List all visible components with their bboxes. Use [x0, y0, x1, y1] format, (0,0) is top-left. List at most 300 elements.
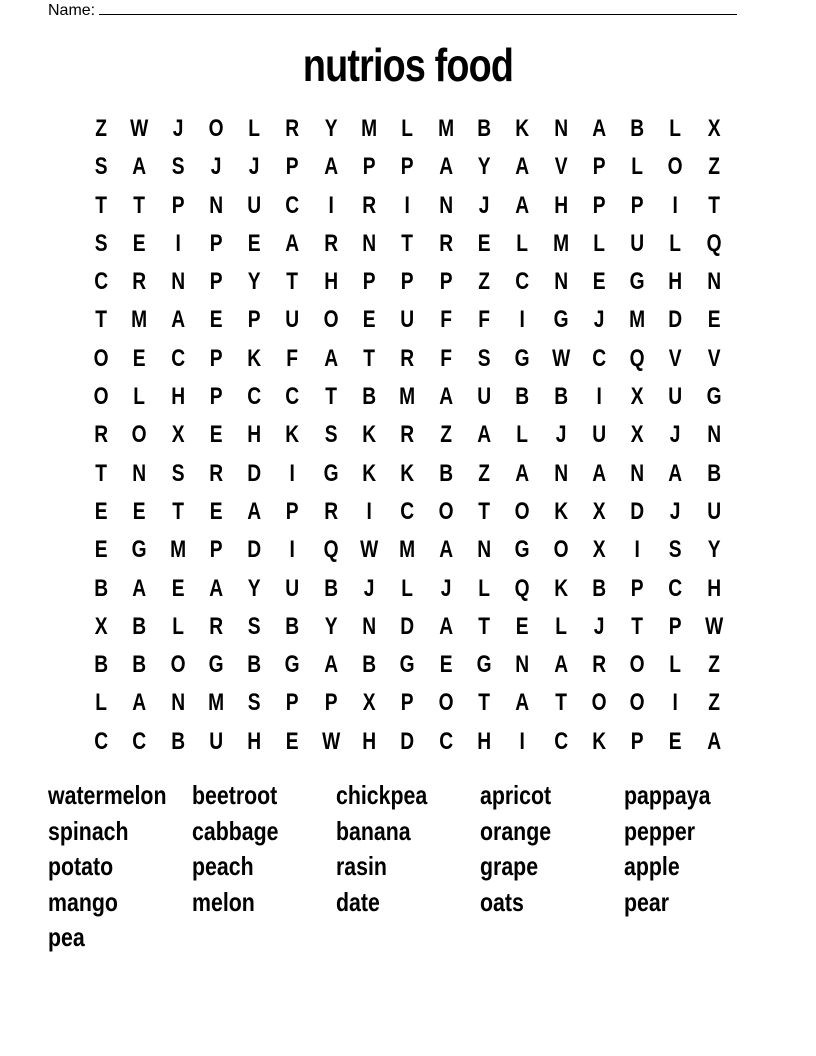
- grid-letter: S: [669, 536, 683, 564]
- grid-letter: P: [669, 612, 683, 640]
- word-list-item: apricot: [480, 780, 552, 810]
- grid-letter: B: [132, 612, 147, 640]
- word-list-item: potato: [48, 851, 114, 882]
- grid-letter: P: [209, 536, 223, 564]
- grid-letter: U: [592, 421, 606, 449]
- grid-letter: P: [286, 497, 300, 525]
- grid-letter: M: [399, 536, 416, 564]
- grid-letter: A: [132, 574, 147, 602]
- grid-letter: C: [132, 727, 147, 755]
- grid-letter: L: [133, 383, 146, 411]
- grid-letter: O: [93, 344, 109, 372]
- word-list-item: mango: [48, 886, 118, 917]
- grid-letter: B: [553, 383, 568, 411]
- grid-letter: N: [515, 651, 530, 679]
- grid-letter: N: [438, 191, 453, 219]
- grid-letter: H: [247, 727, 262, 755]
- grid-letter: P: [401, 268, 414, 296]
- grid-letter: F: [478, 306, 490, 334]
- grid-letter: B: [438, 459, 453, 487]
- grid-letter: O: [591, 689, 607, 717]
- grid-letter: E: [669, 727, 683, 755]
- grid-letter: N: [132, 459, 147, 487]
- grid-letter: I: [672, 191, 679, 219]
- grid-letter: T: [401, 229, 414, 257]
- grid-letter: G: [629, 268, 645, 296]
- grid-letter: K: [362, 459, 377, 487]
- word-search-grid: [82, 110, 733, 761]
- grid-letter: O: [93, 383, 109, 411]
- grid-letter: K: [362, 421, 377, 449]
- grid-letter: R: [132, 268, 147, 296]
- grid-letter: A: [515, 153, 530, 181]
- grid-letter: Y: [324, 115, 338, 142]
- grid-letter: G: [514, 344, 530, 372]
- word-list-item: pappaya: [624, 780, 711, 810]
- grid-letter: A: [323, 344, 338, 372]
- grid-letter: I: [519, 306, 526, 334]
- grid-letter: P: [171, 191, 185, 219]
- grid-letter: V: [669, 344, 683, 372]
- grid-letter: T: [363, 344, 376, 372]
- grid-letter: E: [209, 306, 223, 334]
- grid-letter: N: [706, 421, 721, 449]
- word-list-item: grape: [480, 851, 539, 882]
- grid-letter: E: [133, 497, 146, 525]
- grid-letter: P: [592, 191, 606, 219]
- grid-letter: X: [707, 115, 721, 142]
- grid-letter: A: [438, 612, 453, 640]
- grid-letter: A: [209, 574, 223, 602]
- grid-letter: U: [706, 497, 721, 525]
- grid-letter: T: [95, 459, 108, 487]
- grid-letter: B: [706, 459, 721, 487]
- grid-letter: O: [514, 497, 530, 525]
- grid-letter: C: [553, 727, 568, 755]
- grid-letter: Z: [708, 153, 720, 181]
- grid-letter: R: [438, 229, 453, 257]
- grid-letter: P: [439, 268, 453, 296]
- grid-letter: V: [707, 344, 721, 372]
- grid-letter: P: [286, 689, 300, 717]
- grid-letter: Z: [478, 268, 490, 296]
- grid-letter: B: [477, 115, 492, 142]
- grid-letter: A: [592, 115, 606, 142]
- grid-letter: C: [285, 191, 300, 219]
- grid-letter: R: [400, 421, 415, 449]
- grid-letter: T: [478, 689, 490, 717]
- grid-letter: R: [362, 191, 377, 219]
- grid-letter: I: [175, 229, 181, 257]
- grid-letter: E: [94, 536, 108, 564]
- grid-letter: L: [669, 115, 682, 142]
- grid-letter: N: [362, 612, 377, 640]
- grid-letter: E: [247, 229, 261, 257]
- grid-letter: T: [478, 497, 490, 525]
- grid-letter: T: [708, 191, 720, 219]
- grid-letter: E: [592, 268, 606, 296]
- grid-letter: Y: [247, 268, 261, 296]
- grid-letter: P: [401, 153, 414, 181]
- grid-letter: A: [477, 421, 492, 449]
- grid-letter: E: [439, 651, 453, 679]
- grid-letter: N: [209, 191, 223, 219]
- grid-letter: R: [323, 497, 338, 525]
- word-list-item: date: [336, 886, 380, 917]
- grid-letter: O: [208, 115, 224, 142]
- grid-letter: T: [95, 191, 108, 219]
- grid-letter: A: [323, 651, 338, 679]
- grid-letter: A: [247, 497, 262, 525]
- grid-letter: A: [285, 229, 300, 257]
- grid-letter: K: [592, 727, 606, 755]
- grid-letter: L: [478, 574, 490, 602]
- grid-letter: Z: [439, 421, 452, 449]
- grid-letter: L: [248, 115, 261, 142]
- grid-letter: T: [133, 191, 146, 219]
- grid-letter: G: [323, 459, 339, 487]
- grid-letter: T: [286, 268, 299, 296]
- grid-letter: O: [131, 421, 147, 449]
- grid-letter: R: [209, 459, 223, 487]
- grid-letter: E: [209, 421, 223, 449]
- grid-letter: Q: [323, 536, 339, 564]
- name-underline[interactable]: [99, 0, 737, 15]
- page-title: nutrios food: [302, 39, 514, 91]
- grid-letter: A: [515, 459, 530, 487]
- grid-letter: A: [132, 689, 147, 717]
- grid-letter: C: [94, 268, 109, 296]
- grid-letter: D: [668, 306, 683, 334]
- grid-letter: I: [519, 727, 526, 755]
- grid-letter: M: [437, 115, 454, 142]
- word-list-item: oats: [480, 886, 524, 917]
- grid-letter: N: [553, 115, 568, 142]
- grid-letter: A: [515, 689, 530, 717]
- grid-letter: J: [555, 421, 567, 449]
- grid-letter: J: [670, 421, 681, 449]
- grid-letter: L: [593, 229, 605, 257]
- grid-letter: O: [553, 536, 569, 564]
- grid-letter: H: [477, 727, 492, 755]
- grid-letter: U: [668, 383, 683, 411]
- grid-letter: P: [209, 383, 223, 411]
- grid-letter: R: [94, 421, 109, 449]
- grid-letter: B: [630, 115, 645, 142]
- grid-letter: A: [706, 727, 721, 755]
- grid-letter: E: [516, 612, 529, 640]
- grid-letter: K: [553, 574, 568, 602]
- grid-letter: J: [440, 574, 452, 602]
- grid-letter: P: [592, 153, 606, 181]
- grid-letter: C: [668, 574, 683, 602]
- grid-letter: M: [208, 689, 225, 717]
- word-list-item: beetroot: [192, 780, 278, 810]
- grid-letter: P: [247, 306, 261, 334]
- grid-letter: E: [707, 306, 721, 334]
- grid-letter: J: [210, 153, 222, 181]
- grid-letter: I: [596, 383, 602, 411]
- word-list-item: watermelon: [48, 780, 167, 810]
- grid-letter: S: [171, 459, 185, 487]
- grid-letter: W: [360, 536, 379, 564]
- grid-letter: X: [630, 421, 644, 449]
- grid-letter: I: [289, 459, 296, 487]
- grid-letter: J: [248, 153, 260, 181]
- grid-letter: S: [94, 153, 108, 181]
- grid-letter: S: [94, 229, 108, 257]
- word-list-item: orange: [480, 815, 552, 846]
- grid-letter: R: [592, 651, 606, 679]
- grid-letter: R: [285, 115, 300, 142]
- grid-letter: Q: [706, 229, 722, 257]
- grid-letter: O: [170, 651, 186, 679]
- grid-letter: D: [400, 727, 415, 755]
- grid-letter: U: [285, 306, 300, 334]
- word-list-item: cabbage: [192, 815, 279, 846]
- grid-letter: E: [477, 229, 491, 257]
- grid-letter: J: [593, 306, 605, 334]
- grid-letter: Q: [629, 344, 645, 372]
- grid-letter: D: [400, 612, 415, 640]
- grid-letter: L: [631, 153, 644, 181]
- grid-letter: K: [553, 497, 568, 525]
- grid-letter: C: [247, 383, 262, 411]
- grid-letter: W: [551, 344, 570, 372]
- grid-letter: B: [323, 574, 338, 602]
- grid-letter: B: [132, 651, 147, 679]
- grid-letter: P: [324, 689, 338, 717]
- grid-letter: D: [630, 497, 645, 525]
- grid-letter: G: [553, 306, 569, 334]
- grid-letter: E: [286, 727, 300, 755]
- grid-letter: S: [247, 689, 261, 717]
- grid-letter: I: [634, 536, 640, 564]
- grid-letter: U: [247, 191, 262, 219]
- grid-letter: D: [247, 459, 262, 487]
- grid-letter: U: [400, 306, 415, 334]
- grid-letter: Z: [478, 459, 490, 487]
- grid-letter: S: [171, 153, 185, 181]
- grid-letter: U: [209, 727, 223, 755]
- grid-letter: L: [669, 651, 682, 679]
- grid-letter: H: [553, 191, 568, 219]
- grid-letter: L: [516, 421, 529, 449]
- grid-letter: C: [438, 727, 453, 755]
- grid-letter: N: [553, 268, 568, 296]
- grid-letter: B: [285, 612, 300, 640]
- grid-letter: I: [366, 497, 372, 525]
- word-list-item: melon: [192, 886, 255, 917]
- grid-letter: T: [95, 306, 108, 334]
- grid-letter: X: [630, 383, 644, 411]
- grid-letter: W: [704, 612, 723, 640]
- word-list: [48, 778, 768, 956]
- grid-letter: P: [630, 191, 644, 219]
- grid-letter: H: [706, 574, 721, 602]
- name-field[interactable]: [48, 0, 748, 18]
- grid-letter: L: [554, 612, 567, 640]
- grid-letter: M: [131, 306, 148, 334]
- grid-letter: C: [400, 497, 415, 525]
- grid-letter: E: [133, 344, 146, 372]
- grid-letter: C: [170, 344, 185, 372]
- grid-letter: A: [438, 536, 453, 564]
- grid-letter: P: [209, 229, 223, 257]
- grid-letter: L: [401, 115, 414, 142]
- word-list-item: pea: [48, 922, 85, 953]
- word-list-item: banana: [336, 815, 411, 846]
- grid-letter: F: [439, 306, 452, 334]
- word-list-item: rasin: [336, 851, 387, 882]
- grid-letter: L: [171, 612, 184, 640]
- grid-letter: P: [630, 574, 644, 602]
- grid-letter: T: [631, 612, 644, 640]
- grid-letter: N: [706, 268, 721, 296]
- grid-letter: N: [477, 536, 492, 564]
- grid-letter: B: [94, 574, 109, 602]
- grid-letter: N: [553, 459, 568, 487]
- grid-letter: U: [477, 383, 492, 411]
- grid-letter: Z: [708, 651, 720, 679]
- grid-letter: L: [516, 229, 529, 257]
- word-list-item: pepper: [624, 815, 696, 846]
- grid-letter: P: [286, 153, 300, 181]
- grid-letter: X: [94, 612, 108, 640]
- grid-letter: E: [133, 229, 146, 257]
- grid-letter: A: [668, 459, 683, 487]
- grid-letter: A: [438, 383, 453, 411]
- grid-letter: K: [247, 344, 262, 372]
- grid-letter: N: [170, 268, 185, 296]
- grid-letter: K: [285, 421, 300, 449]
- grid-letter: O: [438, 689, 454, 717]
- grid-letter: H: [362, 727, 377, 755]
- grid-letter: O: [323, 306, 339, 334]
- grid-letter: J: [670, 497, 681, 525]
- grid-letter: G: [131, 536, 147, 564]
- grid-letter: J: [593, 612, 605, 640]
- grid-letter: V: [554, 153, 568, 181]
- grid-letter: N: [170, 689, 185, 717]
- grid-letter: A: [515, 191, 530, 219]
- grid-letter: U: [630, 229, 645, 257]
- grid-letter: O: [629, 651, 645, 679]
- grid-letter: D: [247, 536, 262, 564]
- grid-letter: G: [208, 651, 224, 679]
- grid-letter: P: [630, 727, 644, 755]
- grid-letter: G: [476, 651, 492, 679]
- grid-letter: M: [169, 536, 186, 564]
- grid-letter: E: [94, 497, 108, 525]
- grid-letter: E: [362, 306, 376, 334]
- grid-letter: J: [172, 115, 184, 142]
- name-label: Name:: [48, 2, 96, 19]
- grid-letter: L: [95, 689, 108, 717]
- grid-letter: H: [247, 421, 262, 449]
- grid-letter: E: [209, 497, 223, 525]
- grid-letter: X: [592, 536, 606, 564]
- grid-letter: P: [362, 268, 376, 296]
- grid-letter: Y: [247, 574, 261, 602]
- grid-letter: H: [323, 268, 338, 296]
- grid-letter: B: [515, 383, 530, 411]
- grid-letter: G: [400, 651, 415, 679]
- grid-letter: K: [515, 115, 530, 142]
- grid-letter: Z: [708, 689, 720, 717]
- word-list-item: peach: [192, 851, 254, 882]
- grid-letter: Q: [514, 574, 530, 602]
- grid-letter: R: [209, 612, 223, 640]
- word-list-item: pear: [624, 886, 670, 917]
- grid-letter: S: [247, 612, 261, 640]
- grid-letter: C: [592, 344, 606, 372]
- grid-letter: B: [592, 574, 606, 602]
- grid-letter: U: [285, 574, 300, 602]
- grid-letter: I: [404, 191, 411, 219]
- word-list-item: apple: [624, 851, 680, 882]
- grid-letter: B: [362, 651, 377, 679]
- grid-letter: O: [629, 689, 645, 717]
- grid-letter: I: [672, 689, 679, 717]
- grid-letter: G: [285, 651, 301, 679]
- grid-letter: Y: [707, 536, 721, 564]
- grid-letter: S: [324, 421, 338, 449]
- grid-letter: M: [361, 115, 378, 142]
- grid-letter: A: [132, 153, 147, 181]
- grid-letter: J: [478, 191, 490, 219]
- grid-letter: M: [552, 229, 569, 257]
- grid-letter: S: [477, 344, 491, 372]
- grid-letter: O: [668, 153, 684, 181]
- grid-letter: W: [321, 727, 340, 755]
- grid-letter: M: [399, 383, 416, 411]
- grid-letter: C: [285, 383, 300, 411]
- grid-letter: A: [592, 459, 606, 487]
- grid-letter: G: [706, 383, 722, 411]
- grid-letter: W: [130, 115, 149, 142]
- grid-letter: R: [400, 344, 415, 372]
- word-list-item: spinach: [48, 815, 129, 846]
- grid-letter: A: [553, 651, 568, 679]
- grid-letter: O: [438, 497, 454, 525]
- grid-letter: E: [171, 574, 185, 602]
- grid-letter: I: [328, 191, 334, 219]
- grid-letter: B: [94, 651, 109, 679]
- grid-letter: L: [401, 574, 414, 602]
- grid-letter: P: [362, 153, 376, 181]
- grid-letter: B: [247, 651, 262, 679]
- grid-letter: L: [669, 229, 682, 257]
- grid-letter: F: [439, 344, 452, 372]
- grid-letter: P: [401, 689, 414, 717]
- grid-letter: N: [362, 229, 377, 257]
- grid-letter: G: [514, 536, 530, 564]
- grid-letter: K: [400, 459, 415, 487]
- grid-letter: H: [170, 383, 185, 411]
- grid-letter: C: [515, 268, 530, 296]
- grid-letter: P: [209, 344, 223, 372]
- grid-letter: T: [554, 689, 567, 717]
- grid-letter: X: [171, 421, 185, 449]
- grid-letter: T: [478, 612, 490, 640]
- grid-letter: J: [363, 574, 375, 602]
- word-list-item: chickpea: [336, 780, 428, 810]
- grid-letter: I: [289, 536, 296, 564]
- grid-letter: T: [171, 497, 184, 525]
- grid-letter: A: [438, 153, 453, 181]
- grid-letter: Y: [477, 153, 491, 181]
